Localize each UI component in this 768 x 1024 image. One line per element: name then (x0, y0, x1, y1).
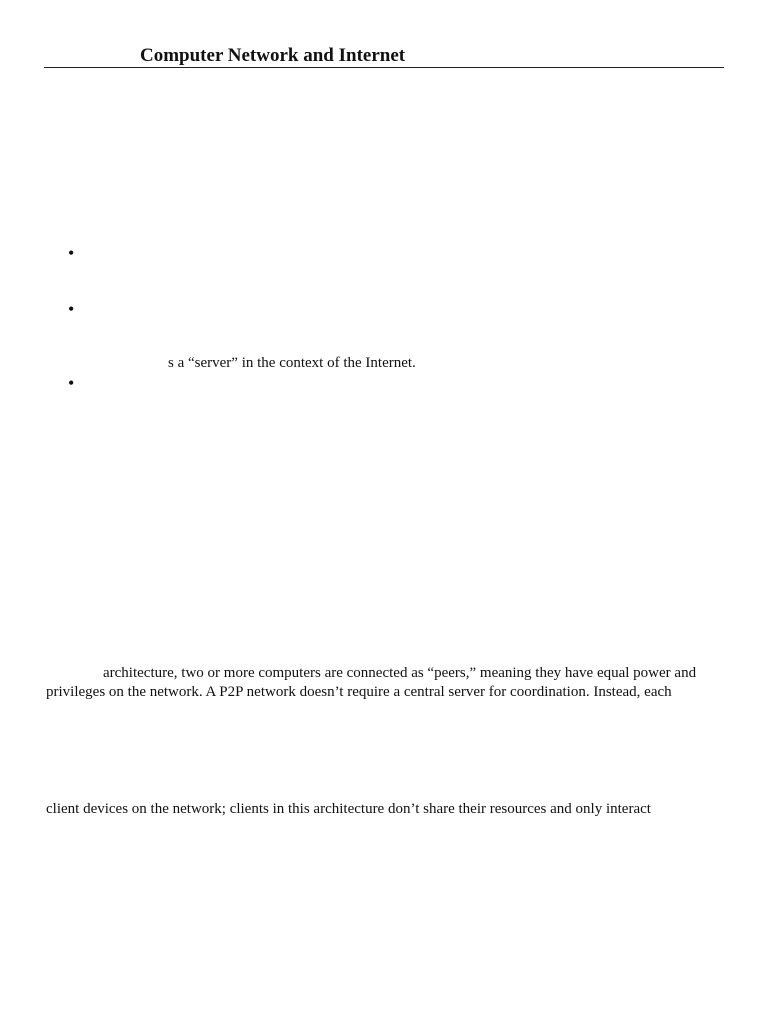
bullet-marker-2: • (68, 299, 75, 319)
server-context-text: s a “server” in the context of the Internet. (168, 355, 416, 371)
bullet-marker-1: • (68, 243, 75, 263)
p2p-paragraph-line-2: privileges on the network. A P2P network doesn’t require a central server for coordination. Instead, each (46, 684, 672, 700)
title-underline-divider (44, 67, 724, 68)
bullet-marker-3: • (68, 373, 75, 393)
p2p-paragraph-line-1: architecture, two or more computers are connected as “peers,” meaning they have equal power and (103, 665, 697, 681)
page-title: Computer Network and Internet (140, 45, 406, 66)
client-server-paragraph-line: client devices on the network; clients in this architecture don’t share their resources and only interact (46, 801, 651, 817)
